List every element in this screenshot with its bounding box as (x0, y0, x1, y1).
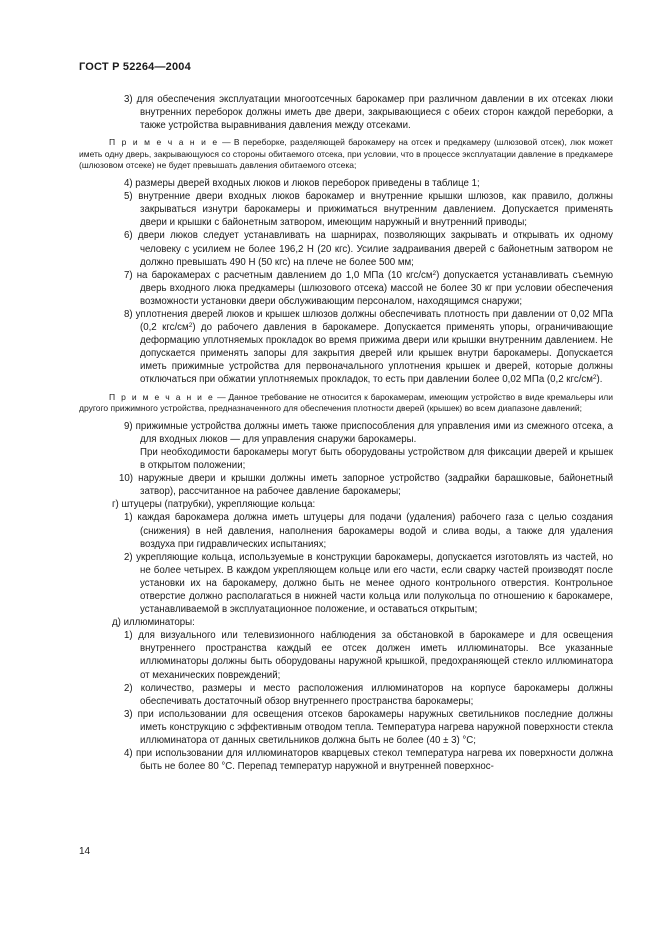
list-item-continuation: При необходимости барокамеры могут быть оборудованы устройством для фиксации дверей и крышек в открытом положении; (140, 446, 613, 472)
list-item: 6) двери люков следует устанавливать на шарнирах, позволяющих закрывать и открывать их одному человеку с усилием не более 196,2 Н (20 кгс). Усилие задраивания дверей с байонетным затвором не должно превышать 490 Н (50 кгс) на плече не более 500 мм; (124, 230, 613, 268)
section-item: д) иллюминаторы: (112, 617, 195, 629)
note-text: — В переборке, разделяющей барокамеру на отсек и предкамеру (шлюзовой отсек), люк может иметь одну дверь, закрывающуюся со стороны обитаемого отсека, при условии, что в процессе эксплуатации давление в предкамере (шлюзовом отсеке) не будет превышать давления обитаемого отсека; (79, 137, 613, 171)
list-item: 1) для визуального или телевизионного наблюдения за обстановкой в барокамере и для освещения внутреннего пространства каждый ее отсек должен иметь иллюминаторы. Все указанные иллюминаторы должны быть оборудованы наружной крышкой, предохраняющей стекло иллюминатора от механических повреждений; (124, 630, 613, 681)
list-item (79, 308, 613, 387)
text-segment: 7) на барокамерах с расчетным давлением до 1,0 МПа (10 кгс/см (124, 269, 433, 281)
text-segment: ). (596, 374, 603, 386)
superscript: 2 (432, 269, 437, 277)
text-segment: 8) уплотнения дверей люков и крышек шлюзов должны обеспечивать плотность при давлении от 0,02 МПа (0,2 кгс/см (124, 309, 613, 334)
list-item: 9) прижимные устройства должны иметь также приспособления для управления ими из смежного отсека, а для входных люков — для управления снаружи барокамеры. (124, 420, 613, 445)
list-item: 5) внутренние двери входных люков барокамер и внутренние крышки шлюзов, как правило, должны закрываться изнутри барокамеры и прижиматься внутренним давлением. Допускается применять двери и крышки с байонетным затвором, имеющим наружный и внутренний приводы; (124, 191, 613, 229)
note-label: П р и м е ч а н и е (109, 391, 215, 402)
list-item: 2) укрепляющие кольца, используемые в конструкции барокамеры, допускается изготовлять из частей, но не более четырех. В каждом укрепляющем кольце или его части, если сварку частей производят после установки их на барокамеру, должно быть не менее одного контрольного отверстия. Контрольное отверстие должно располагаться в нижней части кольца или полукольца по отношению к барокамере, устанавливаемой в эксплуатационное положение, и оставаться открытым; (124, 551, 613, 616)
note-label: П р и м е ч а н и е (109, 137, 219, 148)
list-item: 4) размеры дверей входных люков и люков переборок приведены в таблице 1; (124, 178, 480, 190)
list-item: 3) при использовании для освещения отсеков барокамеры наружных светильников последние должны иметь конструкцию с эффективным отводом тепла. Температура нагрева наружной поверхности стекла иллюминатора от данных светильников должна быть не более (40 ± 3) °С; (124, 708, 613, 746)
page-number: 14 (79, 846, 91, 857)
note-paragraph (79, 137, 613, 172)
section-item: г) штуцеры (патрубки), укрепляющие кольца: (112, 499, 316, 511)
superscript: 2 (188, 322, 193, 330)
list-item: 1) каждая барокамера должна иметь штуцеры для подачи (удаления) рабочего газа с целью создания (снижения) в ней давления, наполнения барокамеры водой и слива воды, а также для удаления воздуха при гидравлических испытаниях; (124, 512, 613, 550)
note-text: — Данное требование не относится к барокамерам, имеющим устройство в виде кремальеры или другого прижимного устройства, предназначенного для обеспечения плотности дверей (крышек) во всем диапазоне давлений; (79, 391, 613, 414)
superscript: 2 (592, 374, 597, 382)
document-header: ГОСТ Р 52264—2004 (79, 61, 191, 73)
page-body (79, 93, 613, 773)
note-paragraph (79, 392, 613, 415)
text-segment: ) до рабочего давления в барокамере. Допускается применять упоры, ограничивающие деформацию уплотняемых прокладок во время прижима двери или крышки внутренним давлением. Не допускается применять запоры для закрытия дверей или крышек внутри барокамеры. Допускается иметь прижимные устройства для первоначального уплотнения крышек и дверей, которые должны отключаться при обжатии уплотняемых прокладок, то есть при давлении более 0,02 МПа (0,2 кгс/см (140, 322, 614, 386)
text-segment: ) допускается устанавливать съемную дверь входного люка предкамеры (шлюзового отсека) массой не более 30 кг при условии обеспечения возможности установки двери обслуживающим персоналом, находящимся снаружи; (140, 269, 613, 307)
list-item: 2) количество, размеры и место расположения иллюминаторов на корпусе барокамеры должны обеспечивать достаточный обзор внутреннего пространства барокамеры; (124, 682, 613, 707)
list-item: 10) наружные двери и крышки должны иметь запорное устройство (задрайки барашковые, байонетный затвор), рассчитанное на рабочее давление барокамеры; (119, 473, 613, 498)
list-item: 4) при использовании для иллюминаторов кварцевых стекол температура нагрева их поверхности должна быть не более 80 °С. Перепад температур наружной и внутренней поверхнос- (124, 748, 613, 773)
list-item (79, 269, 613, 308)
list-item: 3) для обеспечения эксплуатации многоотсечных барокамер при различном давлении в их отсеках люки внутренних переборок должны иметь две двери, закрывающиеся с обеих сторон каждой переборки, а также устройства выравнивания давления между отсеками. (124, 94, 613, 132)
